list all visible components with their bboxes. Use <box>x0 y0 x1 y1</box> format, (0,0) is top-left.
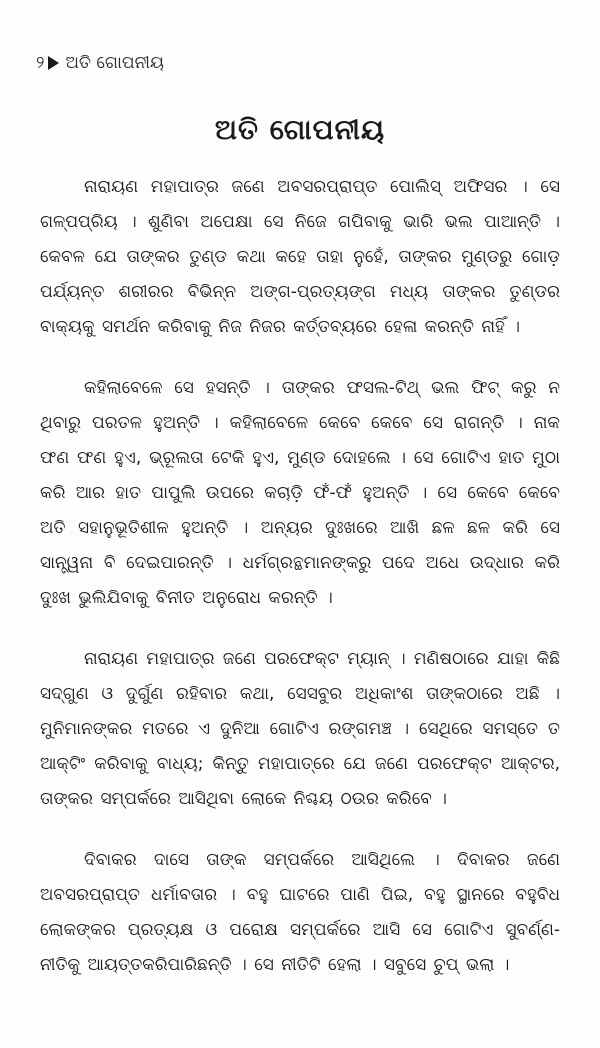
body-text <box>40 170 560 1009</box>
paragraph-2: କହିଲାବେଳେ ସେ ହସନ୍ତି । ତାଙ୍କର ଫସଲ-ଟିଥ୍ ଭଲ ଫିଟ୍ କରୁ ନ ଥିବାରୁ ପରତଳ ହୁଅନ୍ତି । କହିଲାବେଳେ କେବେ କେବେ ସେ ରାଗନ୍ତି । ନାକ ଫଣ ଫଣ ହୁଏ, ଭ୍ରୂଲତା ଟେକି ହୁଏ, ମୁଣ୍ଡ ଦୋହଲେ । ସେ ଗୋଟିଏ ହାତ ମୁଠା କରି ଆର ହାତ ପାପୁଲି ଉପରେ କଚାଡ଼ି ଫଁ-ଫଁ ହୁଅନ୍ତି । ସେ କେବେ କେବେ ଅତି ସହାନୁଭୂତିଶୀଳ ହୁଅନ୍ତି । ଅନ୍ୟର ଦୁଃଖରେ ଆଖି ଛଳ ଛଳ କରି ସେ ସାନ୍ତ୍ୱନା ବି ଦେଇପାରନ୍ତି । ଧର୍ମଗ୍ରନ୍ଥମାନଙ୍କରୁ ପଦେ ଅଧେ ଉଦ୍ଧାର କରି ଦୁଃଖ ଭୁଲିଯିବାକୁ ବିନୀତ ଅନୁରୋଧ କରନ୍ତି । <box>40 378 560 608</box>
paragraph-3: ନାରାୟଣ ମହାପାତ୍ର ଜଣେ ପରଫେକ୍ଟ ମ୍ୟାନ୍ । ମଣିଷଠାରେ ଯାହା କିଛି ସଦ୍‌ଗୁଣ ଓ ଦୁର୍ଗୁଣ ରହିବାର କଥା, ସେସବୁର ଅଧିକାଂଶ ତାଙ୍କଠାରେ ଅଛି । ମୁନିମାନଙ୍କର ମତରେ ଏ ଦୁନିଆ ଗୋଟିଏ ରଙ୍ଗମଞ୍ଚ । ସେଥିରେ ସମସ୍ତେ ତ ଆକ୍ଟିଂ କରିବାକୁ ବାଧ୍ୟ; କିନ୍ତୁ ମହାପାତ୍ରେ ଯେ ଜଣେ ପରଫେକ୍ଟ ଆକ୍ଟର, ତାଙ୍କର ସମ୍ପର୍କରେ ଆସିଥିବା ଲୋକେ ନିଶ୍ଚୟ ଠଉର କରିବେ । <box>40 649 560 809</box>
chapter-title: ଅତି ଗୋପନୀୟ <box>214 113 386 146</box>
paragraph-4: ଦିବାକର ଦାସେ ତାଙ୍କ ସମ୍ପର୍କରେ ଆସିଥିଲେ । ଦିବାକର ଜଣେ ଅବସରପ୍ରାପ୍ତ ଧର୍ମାବତାର । ବହୁ ଘାଟରେ ପାଣି ପିଇ, ବହୁ ସ୍ଥାନରେ ବହୁବିଧ ଲୋକଙ୍କର ପ୍ରତ୍ୟକ୍ଷ ଓ ପରୋକ୍ଷ ସମ୍ପର୍କରେ ଆସି ସେ ଗୋଟିଏ ସୁବର୍ଣ୍ଣ-ନୀତିକୁ ଆୟତ୍ତକରିପାରିଛନ୍ତି । ସେ ନୀତିଟି ହେଲା । ସବୁସେ ଚୁପ୍ ଭଲା । <box>40 850 560 975</box>
running-header <box>36 52 164 74</box>
page-number: ୨ <box>36 53 45 73</box>
arrow-icon <box>48 56 59 70</box>
paragraph-1: ନାରାୟଣ ମହାପାତ୍ର ଜଣେ ଅବସରପ୍ରାପ୍ତ ପୋଲିସ୍ ଅଫିସର । ସେ ଗଳ୍ପପ୍ରିୟ । ଶୁଣିବା ଅପେକ୍ଷା ସେ ନିଜେ ଗପିବାକୁ ଭାରି ଭଲ ପାଆନ୍ତି । କେବଳ ଯେ ତାଙ୍କର ତୁଣ୍ଡ କଥା କହେ ତାହା ନୁହେଁ, ତାଙ୍କର ମୁଣ୍ଡରୁ ଗୋଡ଼ ପର୍ଯ୍ୟନ୍ତ ଶରୀରର ବିଭିନ୍ନ ଅଙ୍ଗ-ପ୍ରତ୍ୟଙ୍ଗ ମଧ୍ୟ ତାଙ୍କର ତୁଣ୍ଡର ବାକ୍ୟକୁ ସମର୍ଥନ କରିବାକୁ ନିଜ ନିଜର କର୍ତ୍ତବ୍ୟରେ ହେଳା କରନ୍ତି ନାହିଁ । <box>40 177 560 337</box>
running-header-title: ଅତି ଗୋପନୀୟ <box>65 53 165 73</box>
